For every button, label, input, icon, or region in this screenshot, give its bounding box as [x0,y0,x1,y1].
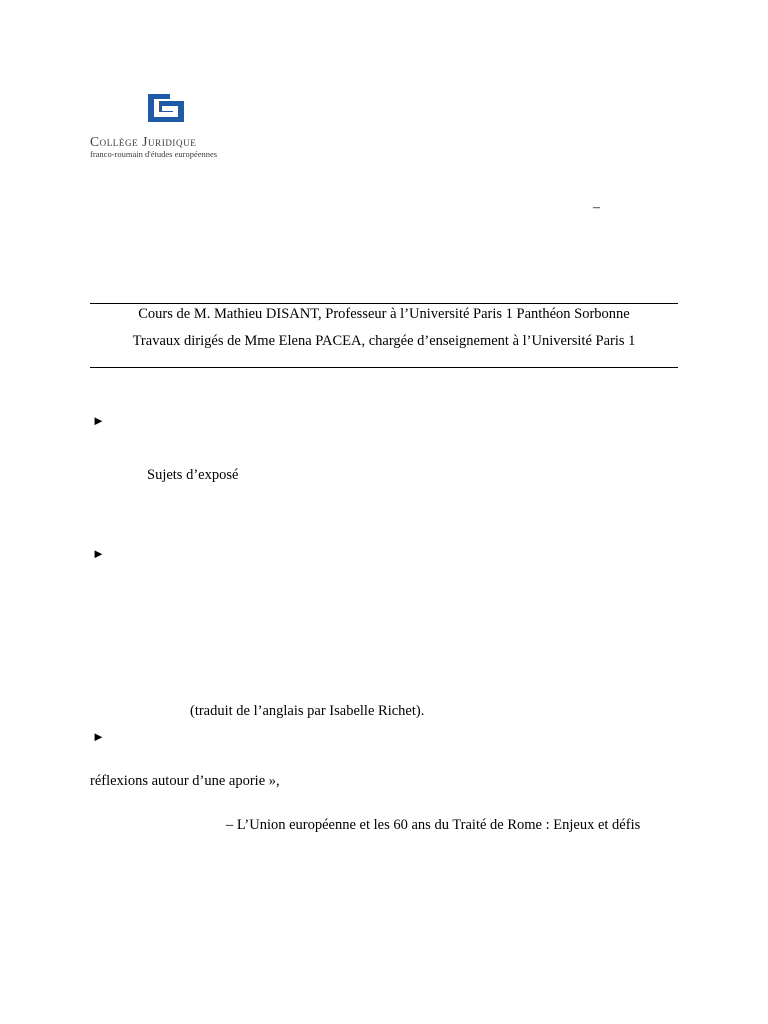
course-professor-line: Cours de M. Mathieu DISANT, Professeur à l’Université Paris 1 Panthéon Sorbonne [138,306,630,322]
reflexions-text: réflexions autour d’une aporie », [90,773,280,789]
logo-title: Collège Juridique [90,134,197,149]
subjects-label: Sujets d’exposé [147,467,239,483]
header-dash: – [593,200,600,215]
bullet-arrow-icon: ► [92,413,105,428]
bullet-arrow-icon: ► [92,546,105,561]
college-juridique-mark-icon [148,94,184,122]
course-bottom-rule [90,367,678,368]
logo-subtitle: franco-roumain d'études européennes [90,149,218,159]
course-top-rule [90,303,678,304]
course-tutor-line: Travaux dirigés de Mme Elena PACEA, chargée d’enseignement à l’Université Paris 1 [132,333,636,349]
bullet-arrow-icon: ► [92,729,105,744]
union-europeenne-text: – L’Union européenne et les 60 ans du Traité de Rome : Enjeux et défis [226,817,641,833]
college-juridique-logo [90,94,250,160]
translator-note: (traduit de l’anglais par Isabelle Richet). [190,703,425,719]
